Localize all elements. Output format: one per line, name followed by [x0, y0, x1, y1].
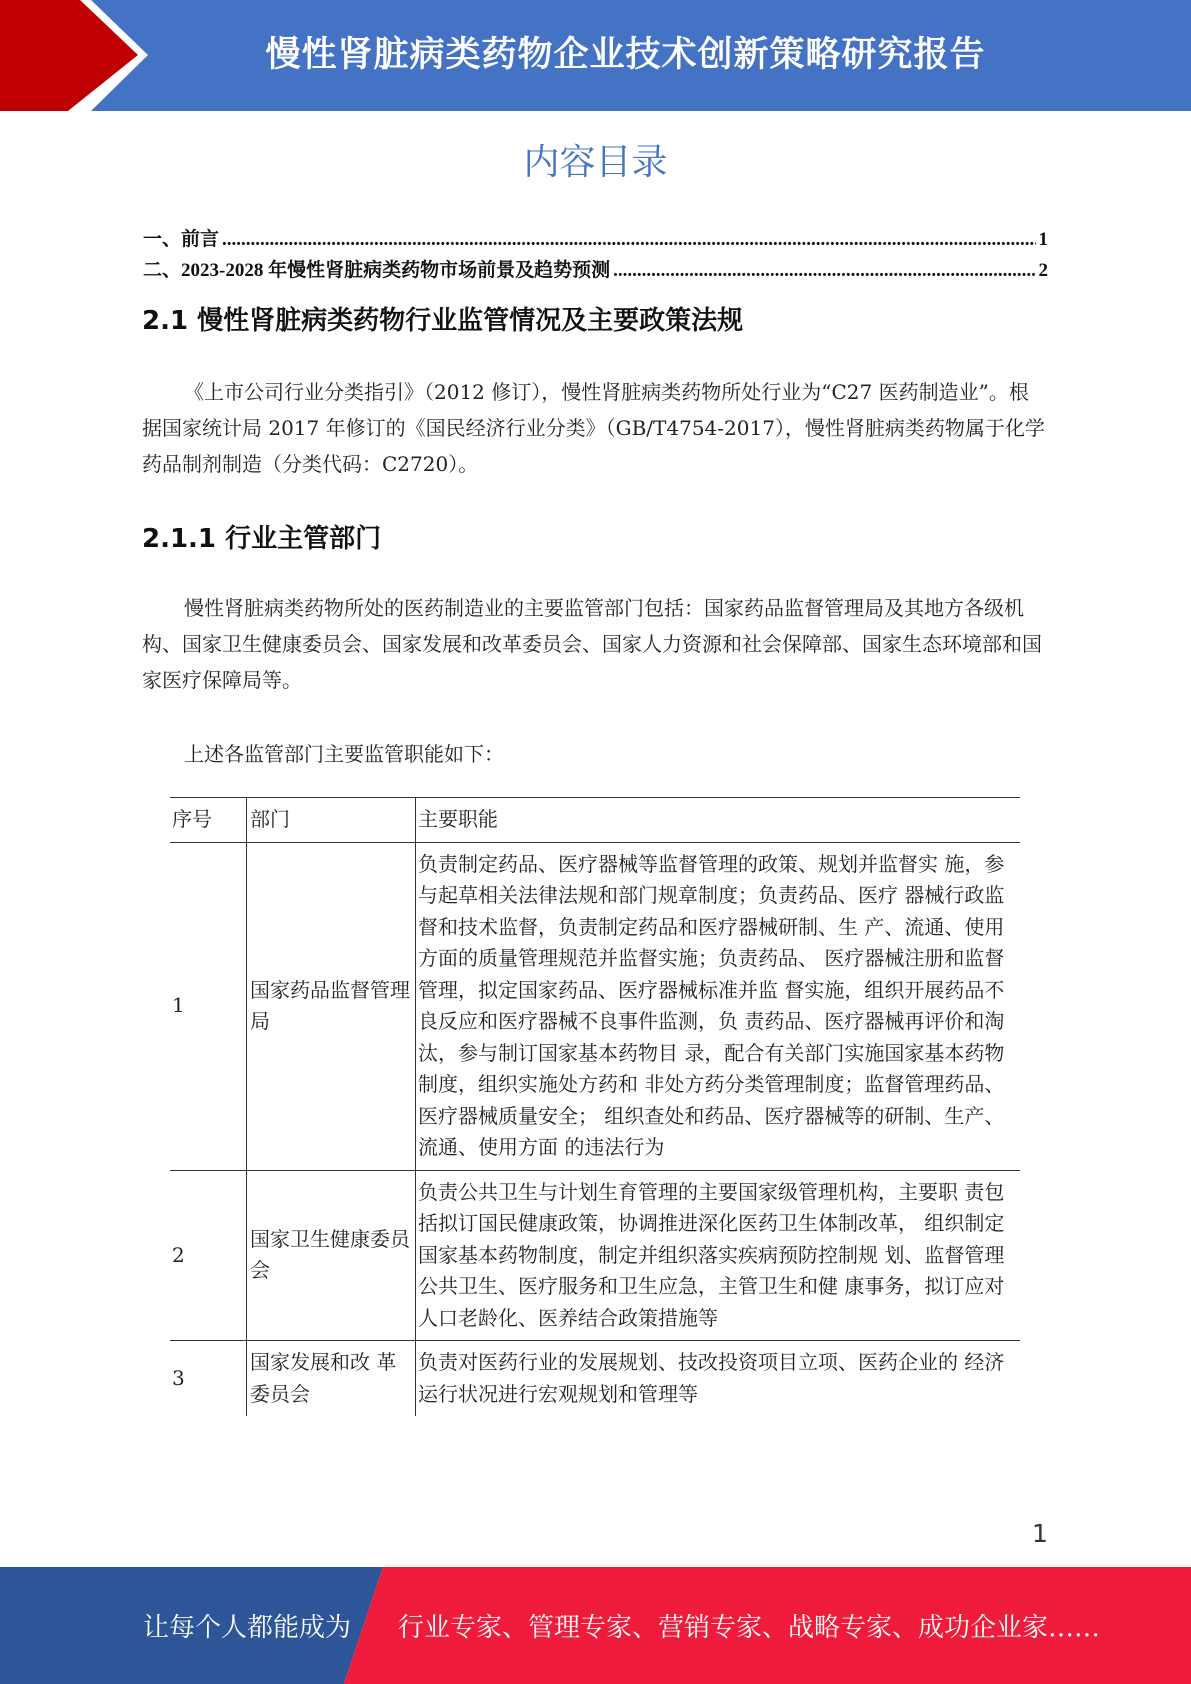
toc-leader-dots [613, 260, 1035, 282]
subsection-paragraph: 慢性肾脏病类药物所处的医药制造业的主要监管部门包括：国家药品监督管理局及其地方各级机构、国家卫生健康委员会、国家发展和改革委员会、国家人力资源和社会保障部、国家生态环境部和国家医疗保障局等。 [142, 596, 1042, 692]
toc-leader-dots [222, 229, 1035, 251]
header-arrow-decoration [0, 0, 160, 111]
toc-entry-page: 2 [1038, 260, 1048, 281]
row-duty: 负责公共卫生与计划生育管理的主要国家级管理机构，主要职 责包括拟订国民健康政策，协调推进深化医药卫生体制改革， 组织制定国家基本药物制度，制定并组织落实疾病预防控制规 划、监督管理公共卫生、医疗服务和卫生应急，主管卫生和健 康事务，拟订应对人口老龄化、医养结合政策措施等 [416, 1170, 1021, 1341]
table-intro: 上述各监管部门主要监管职能如下： [184, 742, 504, 766]
row-no: 3 [172, 1365, 185, 1390]
table-row [170, 1341, 1020, 1417]
row-no: 1 [170, 842, 247, 1170]
table-row [170, 842, 1020, 1170]
footer-banner [0, 1567, 1191, 1684]
toc-entry-page: 1 [1038, 229, 1048, 250]
header-cell-duty: 主要职能 [416, 798, 1021, 843]
toc-entry-label: 一、前言 [143, 229, 220, 250]
footer-slogan-right: 行业专家、管理专家、营销专家、战略专家、成功企业家…… [398, 1613, 1101, 1643]
row-dept: 国家卫生健康委员会 [247, 1170, 416, 1341]
table-row [170, 1170, 1020, 1341]
header-cell-no: 序号 [170, 798, 247, 843]
row-duty: 负责对医药行业的发展规划、技改投资项目立项、医药企业的 经济运行状况进行宏观规划和管理等 [416, 1341, 1021, 1417]
toc-entry[interactable] [143, 224, 1048, 250]
footer-slogan-left: 让每个人都能成为 [143, 1613, 352, 1643]
table-header-row [170, 798, 1020, 843]
report-title: 慢性肾脏病类药物企业技术创新策略研究报告 [265, 35, 986, 75]
row-no: 2 [170, 1170, 247, 1341]
header-cell-dept: 部门 [247, 798, 416, 843]
toc-entry[interactable] [143, 255, 1048, 281]
header-banner [0, 0, 1191, 111]
section-paragraph: 《上市公司行业分类指引》（2012 修订），慢性肾脏病类药物所处行业为“C27 医药制造业”。根据国家统计局 2017 年修订的《国民经济行业分类》（GB/T4754-2017），慢性肾脏病类药物属于化学药品制剂制造（分类代码：C2720）。 [142, 380, 1045, 476]
page-number: 1 [1032, 1519, 1048, 1548]
toc-heading: 内容目录 [523, 142, 668, 183]
row-duty: 负责制定药品、医疗器械等监督管理的政策、规划并监督实 施，参与起草相关法律法规和部门规章制度；负责药品、医疗 器械行政监督和技术监督，负责制定药品和医疗器械研制、生 产、流通、使用方面的质量管理规范并监督实施；负责药品、 医疗器械注册和监督管理，拟定国家药品、医疗器械标准并监 督实施，组织开展药品不良反应和医疗器械不良事件监测，负 责药品、医疗器械再评价和淘汰，参与制订国家基本药物目 录，配合有关部门实施国家基本药物制度，组织实施处方药和 非处方药分类管理制度；监督管理药品、医疗器械质量安全； 组织查处和药品、医疗器械等的研制、生产、流通、使用方面 的违法行为 [416, 842, 1021, 1170]
regulators-table [170, 797, 1020, 1416]
section-heading: 2.1 慢性肾脏病类药物行业监管情况及主要政策法规 [142, 306, 744, 336]
toc-entry-label: 二、2023-2028 年慢性肾脏病类药物市场前景及趋势预测 [143, 260, 611, 281]
row-dept: 国家发展和改 革委员会 [247, 1341, 416, 1417]
subsection-heading: 2.1.1 行业主管部门 [142, 524, 382, 554]
row-dept: 国家药品监督管理局 [247, 842, 416, 1170]
